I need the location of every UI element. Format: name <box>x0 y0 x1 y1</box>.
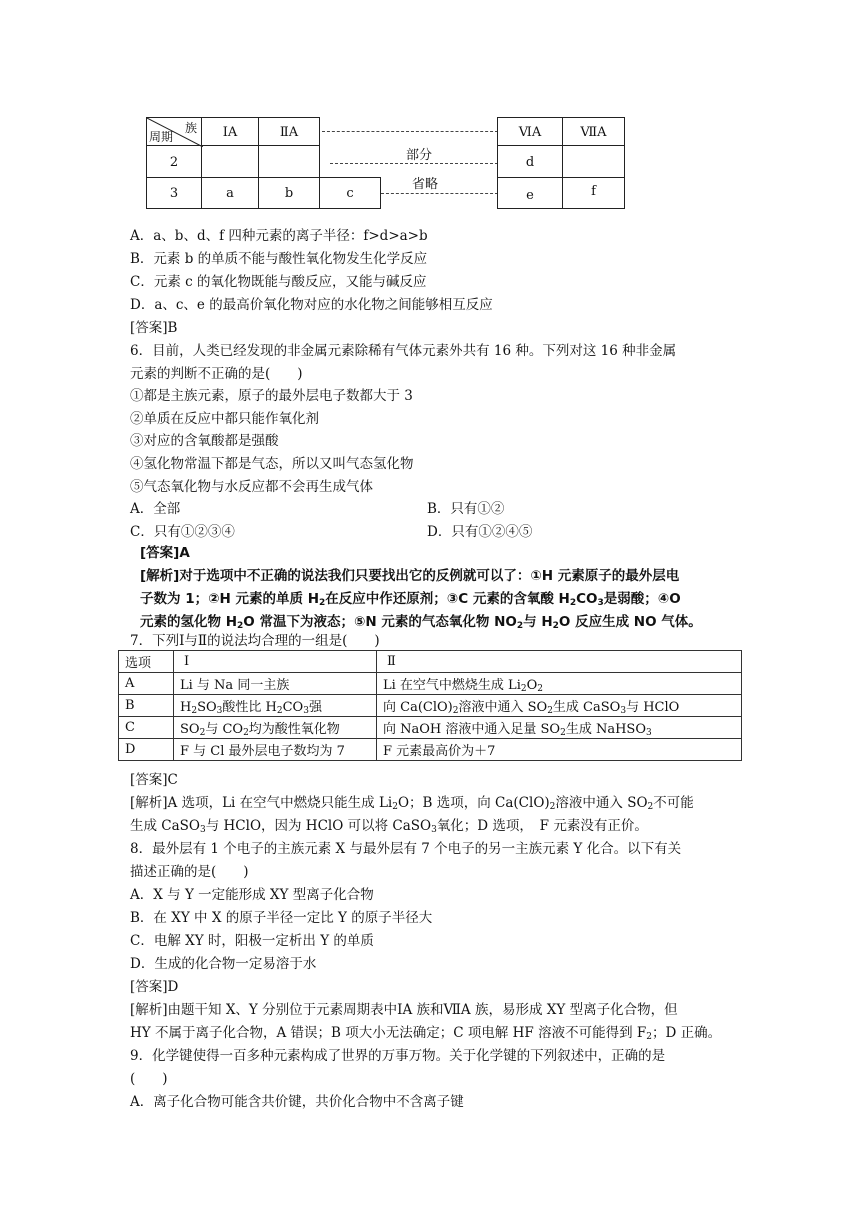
table-cell: $SO_2$与 $CO_2$均为酸性氧化物 <box>174 717 377 739</box>
table-cell: D <box>119 739 174 761</box>
group-IIA-header: ⅡA <box>258 117 320 146</box>
cell-2-IIA <box>258 145 320 178</box>
q5-option-a: A．a、b、d、f 四种元素的离子半径：f>d>a>b <box>130 228 428 244</box>
table-row <box>119 695 742 717</box>
q6-option-a: A．全部 <box>130 501 181 517</box>
element-e: e <box>497 177 563 209</box>
q9-stem-line1: 9．化学键使得一百多种元素构成了世界的万事万物。关于化学键的下列叙述中，正确的是 <box>130 1048 666 1064</box>
table-row <box>119 739 742 761</box>
group-VIIA-header: ⅦA <box>562 117 625 146</box>
omitted-label-part: 部分 <box>406 148 433 163</box>
q9-option-a: A．离子化合物可能含共价键，共价化合物中不含离子键 <box>130 1094 464 1110</box>
q6-analysis-line1: [解析]对于选项中不正确的说法我们只要找出它的反例就可以了：①H 元素原子的最外层电 <box>140 568 680 584</box>
q5-answer: [答案]B <box>130 320 178 336</box>
q6-stem-line1: 6．目前，人类已经发现的非金属元素除稀有气体元素外共有 16 种。下列对这 16 种非金属 <box>130 343 677 359</box>
q8-option-c: C．电解 XY 时，阳极一定析出 Y 的单质 <box>130 933 374 949</box>
q6-answer: [答案]A <box>140 545 190 561</box>
q6-statement-2: ②单质在反应中都只能作氧化剂 <box>130 411 319 427</box>
table-cell: 向 NaOH 溶液中通入足量 $SO_2$生成 NaHSO$_3$ <box>377 717 742 739</box>
q6-stem-line2: 元素的判断不正确的是( ) <box>130 366 303 382</box>
q6-option-c: C．只有①②③④ <box>130 524 235 540</box>
q7-stem: 7．下列Ⅰ与Ⅱ的说法均合理的一组是( ) <box>130 633 380 649</box>
table-row <box>119 651 742 673</box>
table-cell: Li 在空气中燃烧生成 $Li_2O_2$ <box>377 673 742 695</box>
table-header-ii: Ⅱ <box>377 651 742 673</box>
cell-2-IA <box>201 145 259 178</box>
group-label: 族 <box>184 121 197 135</box>
q8-answer: [答案]D <box>130 979 179 995</box>
element-a: a <box>201 177 259 209</box>
period-label: 周期 <box>149 130 174 144</box>
element-c: c <box>319 177 381 209</box>
q7-analysis-line2: 生成 CaSO$_3$与 HClO，因为 HClO 可以将 CaSO$_3$氧化；D 选项， F 元素没有正价。 <box>130 818 648 835</box>
table-cell: B <box>119 695 174 717</box>
q8-option-b: B．在 XY 中 X 的原子半径一定比 Y 的原子半径大 <box>130 910 433 926</box>
header-corner-cell <box>146 117 202 146</box>
q6-analysis-line2: 子数为 1；②H 元素的单质 $H_2$在反应中作还原剂；③C 元素的含氧酸 $H_2CO_3$是弱酸；④O <box>140 591 681 608</box>
table-cell: F 与 Cl 最外层电子数均为 7 <box>174 739 377 761</box>
table-cell: C <box>119 717 174 739</box>
dashed-divider <box>330 163 498 164</box>
q6-statement-4: ④氢化物常温下都是气态，所以又叫气态氢化物 <box>130 456 414 472</box>
q6-statement-5: ⑤气态氧化物与水反应都不会再生成气体 <box>130 479 373 495</box>
q5-option-d: D．a、c、e 的最高价氧化物对应的水化物之间能够相互反应 <box>130 297 493 313</box>
table-row <box>119 717 742 739</box>
q8-option-a: A．X 与 Y 一定能形成 XY 型离子化合物 <box>130 887 374 903</box>
q7-table <box>118 650 742 761</box>
q8-stem-line2: 描述正确的是( ) <box>130 864 249 880</box>
q8-analysis-line1: [解析]由题干知 X、Y 分别位于元素周期表中ⅠA 族和ⅦA 族，易形成 XY 型离子化合物，但 <box>130 1002 678 1018</box>
q6-statement-3: ③对应的含氧酸都是强酸 <box>130 433 279 449</box>
q7-answer: [答案]C <box>130 772 178 788</box>
q5-option-c: C．元素 c 的氧化物既能与酸反应，又能与碱反应 <box>130 274 427 290</box>
table-header-option: 选项 <box>119 651 174 673</box>
element-b: b <box>258 177 320 209</box>
table-cell: A <box>119 673 174 695</box>
dashed-divider <box>381 193 498 194</box>
group-VIA-header: ⅥA <box>497 117 563 146</box>
q6-option-b: B．只有①② <box>427 501 505 517</box>
group-IA-header: ⅠA <box>201 117 259 146</box>
q6-analysis-line3: 元素的氢化物 $H_2O$ 常温下为液态；⑤N 元素的气态氧化物 $NO_2$与 $H_2O$ 反应生成 NO 气体。 <box>140 614 702 631</box>
period-2-label: 2 <box>146 145 202 178</box>
cell-2-VIIA <box>562 145 625 178</box>
dashed-divider <box>322 131 498 132</box>
period-3-label: 3 <box>146 177 202 209</box>
q7-analysis-line1: [解析]A 选项，Li 在空气中燃烧只能生成 $Li_2O$；B 选项，向 $Ca(ClO)_2$溶液中通入 $SO_2$不可能 <box>130 795 694 812</box>
element-f: f <box>562 177 625 209</box>
q6-option-d: D．只有①②④⑤ <box>427 524 533 540</box>
q9-stem-line2: ( ) <box>130 1071 168 1087</box>
element-d: d <box>497 145 563 178</box>
q6-statement-1: ①都是主族元素，原子的最外层电子数都大于 3 <box>130 388 413 404</box>
divider <box>319 177 381 178</box>
table-cell: 向 $Ca(ClO)_2$溶液中通入 $SO_2$生成 CaSO$_3$与 HClO <box>377 695 742 717</box>
q8-analysis-line2: HY 不属于离子化合物，A 错误；B 项大小无法确定；C 项电解 HF 溶液不可能得到 $F_2$；D 正确。 <box>130 1025 722 1042</box>
table-cell: F 元素最高价为＋7 <box>377 739 742 761</box>
table-row <box>119 673 742 695</box>
table-header-i: Ⅰ <box>174 651 377 673</box>
table-cell: $H_2SO_3$酸性比 $H_2CO_3$强 <box>174 695 377 717</box>
omitted-label-omit: 省略 <box>412 177 439 192</box>
q8-stem-line1: 8．最外层有 1 个电子的主族元素 X 与最外层有 7 个电子的另一主族元素 Y 化合。以下有关 <box>130 841 682 857</box>
q5-option-b: B．元素 b 的单质不能与酸性氧化物发生化学反应 <box>130 251 428 267</box>
q8-option-d: D．生成的化合物一定易溶于水 <box>130 956 317 972</box>
table-cell: Li 与 Na 同一主族 <box>174 673 377 695</box>
